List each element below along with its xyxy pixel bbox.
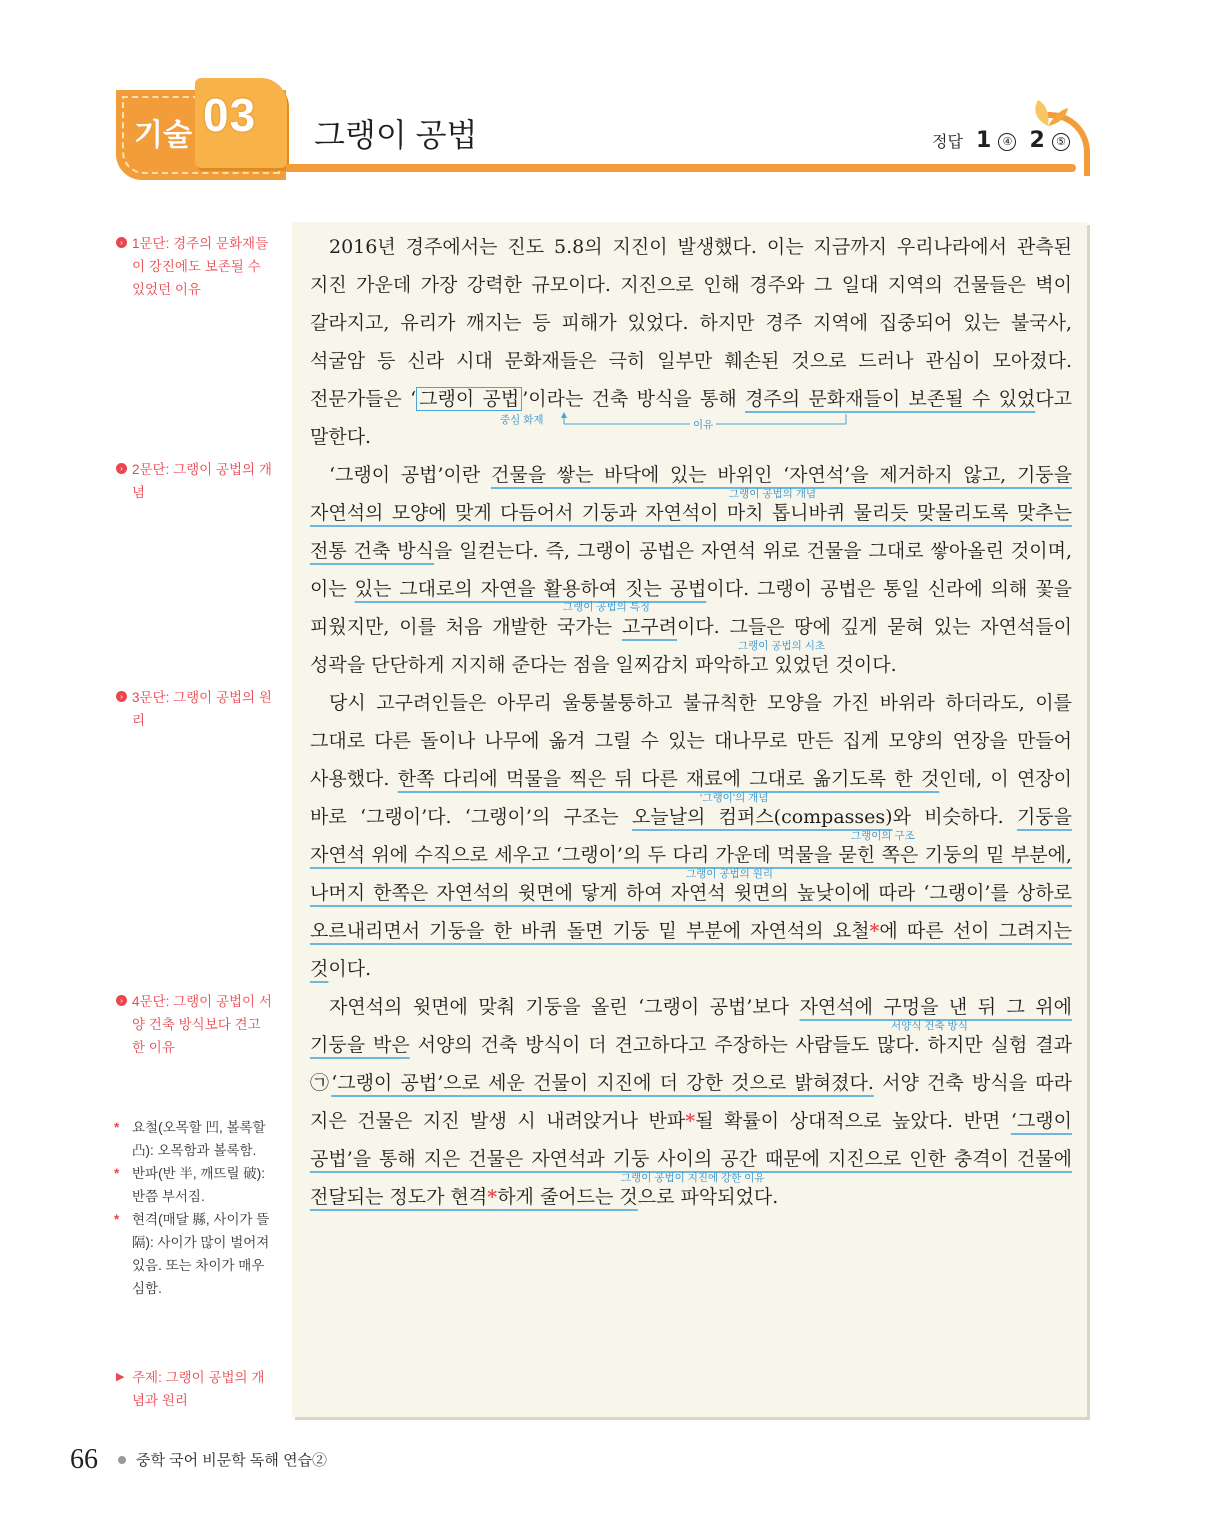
paragraph-4: 자연석의 윗면에 맞춰 기둥을 올린 ‘그랭이 공법’보다 자연석에 구멍을 낸 뒤 그 위에 기둥을 박은 서양의 건축 방식이 더 견고하다고 주장하는 사람들도 많다. 하지만 실험 결과 ㉠‘그랭이 공법’으로 세운 건물이 지진에 더 강한 것으로 밝혀졌다. 서양 건축 방식을 따라 지은 건물은 지진 발생 시 내려앉거나 반파*될 확률이 상대적으로 높았다. 반면 ‘그랭이 공법’을 통해 지은 건물은 자연석과 기둥 사이의 공간 때문에 지진으로 인한 충격이 건물에 전달되는 정도가 현격*하게 줄어드는 것으로 파악되었다. — [310, 996, 1073, 1208]
annotation-concept: 그랭이 공법의 개념 — [729, 488, 816, 500]
paragraph-note: › 2문단: 그랭이 공법의 개념 — [116, 458, 272, 504]
underlined-phrase: 에 따른 선이 그려지는 것 — [310, 920, 1072, 980]
asterisk-icon: * — [114, 1120, 120, 1135]
answer-key — [932, 128, 1070, 153]
book-title: 중학 국어 비문학 독해 연습② — [136, 1452, 328, 1469]
page-title: 그랭이 공법 — [314, 117, 478, 153]
bullet-icon: › — [116, 237, 127, 248]
asterisk-mark: * — [869, 920, 880, 942]
asterisk-mark: * — [487, 1186, 498, 1208]
underlined-phrase: 건물을 쌓는 바닥에 있는 바위인 ‘자연석’을 제거하지 않고, 기둥을 자연석의 모양에 맞게 다듬어서 기둥과 자연석이 마치 톱니바퀴 물리듯 맞물리도록 맞추는 전통 건축 방식 — [310, 464, 1072, 562]
glossary-item: * 요철(오목할 凹, 볼록할 凸): 오목함과 볼록함. — [116, 1116, 272, 1162]
annotation-central-topic: 중심 화제 — [500, 414, 544, 426]
central-topic-box: 그랭이 공법 — [416, 387, 522, 411]
underlined-phrase: 오늘날의 컴퍼스(compasses) — [631, 806, 893, 828]
paragraph-note: › 3문단: 그랭이 공법의 원리 — [116, 686, 272, 732]
title-underline — [286, 164, 1076, 172]
paragraph-note: › 4문단: 그랭이 공법이 서양 건축 방식보다 견고한 이유 — [116, 990, 272, 1059]
bullet-icon: › — [116, 463, 127, 474]
paragraph-2: ‘그랭이 공법’이란 건물을 쌓는 바닥에 있는 바위인 ‘자연석’을 제거하지 않고, 기둥을 자연석의 모양에 맞게 다듬어서 기둥과 자연석이 마치 톱니바퀴 물리듯 맞물리도록 맞추는 전통 건축 방식을 일컫는다. 즉, 그랭이 공법은 자연석 위로 건물을 그대로 쌓아올린 것이며, 이는 있는 그대로의 자연을 활용하여 짓는 공법이다. 그랭이 공법은 통일 신라에 의해 꽃을 피웠지만, 이를 처음 개발한 국가는 고구려이다. 그들은 땅에 깊게 묻혀 있는 자연석들이 성곽을 단단하게 지지해 준다는 점을 일찌감치 파악하고 있었던 것이다. — [310, 464, 1073, 676]
answer-label: 정답 — [932, 132, 963, 151]
page-number: 66 — [70, 1444, 98, 1475]
underlined-phrase: 있는 그대로의 자연을 활용하여 짓는 공법 — [354, 578, 707, 600]
annotation-reason: 이유 — [690, 419, 716, 431]
underlined-phrase: 하게 줄어드는 것 — [497, 1186, 638, 1208]
glossary-item: * 현격(매달 縣, 사이가 뜰 隔): 사이가 많이 벌어져 있음. 또는 차이가 매우 심함. — [116, 1208, 272, 1300]
paragraph-3: 당시 고구려인들은 아무리 울퉁불퉁하고 불규칙한 모양을 가진 바위라 하더라도, 이를 그대로 다른 돌이나 나무에 옮겨 그릴 수 있는 대나무로 만든 집게 모양의 연장을 만들어 사용했다. 한쪽 다리에 먹물을 찍은 뒤 다른 재료에 그대로 옮기도록 한 것인데, 이 연장이 바로 ‘그랭이’다. ‘그랭이’의 구조는 오늘날의 컴퍼스(compasses)와 비슷하다. 기둥을 자연석 위에 수직으로 세우고 ‘그랭이’의 두 다리 가운데 먹물을 묻힌 쪽은 기둥의 밑 부분에, 나머지 한쪽은 자연석의 윗면에 닿게 하여 자연석 윗면의 높낮이에 따라 ‘그랭이’를 상하로 오르내리면서 기둥을 한 바퀴 돌면 기둥 밑 부분에 자연석의 요철*에 따른 선이 그려지는 것이다. — [310, 692, 1073, 980]
paragraph-1: 2016년 경주에서는 진도 5.8의 지진이 발생했다. 이는 지금까지 우리나라에서 관측된 지진 가운데 가장 강력한 규모이다. 지진으로 인해 경주와 그 일대 지역의 건물들은 벽이 갈라지고, 유리가 깨지는 등 피해가 있었다. 하지만 경주 지역에 집중되어 있는 불국사, 석굴암 등 신라 시대 문화재들은 극히 일부만 훼손된 것으로 드러나 관심이 모아졌다. 전문가들은 ‘ 그랭이 공법 ’이라는 건축 방식을 통해 경주의 문화재들이 보존될 수 있었다고 말한다. — [310, 236, 1072, 448]
underlined-phrase: 자연석에 구멍을 낸 뒤 그 위에 기둥을 박은 — [310, 996, 1072, 1056]
answer-q1: 1 — [976, 128, 992, 153]
glossary-item: * 반파(반 半, 깨뜨릴 破): 반쯤 부서짐. — [116, 1162, 272, 1208]
asterisk-icon: * — [114, 1212, 120, 1227]
section-tag-label: 기술 — [134, 119, 192, 152]
asterisk-icon: * — [114, 1166, 120, 1181]
theme-note: ▶ 주제: 그랭이 공법의 개념과 원리 — [116, 1366, 272, 1412]
footer-bullet — [118, 1456, 126, 1464]
annotation-western: 서양식 건축 방식 — [891, 1020, 968, 1032]
annotation-feature: 그랭이 공법의 특징 — [563, 601, 650, 613]
annotation-grangi-concept: ‘그랭이’의 개념 — [700, 792, 769, 804]
annotation-principle: 그랭이 공법의 원리 — [686, 868, 773, 880]
annotation-strong-reason: 그랭이 공법이 지진에 강한 이유 — [621, 1172, 765, 1184]
underlined-phrase: ‘그랭이 공법’으로 세운 건물이 지진에 더 강한 것으로 밝혀졌다. — [331, 1072, 874, 1094]
paragraph-note: › 1문단: 경주의 문화재들이 강진에도 보존될 수 있었던 이유 — [116, 232, 272, 301]
annotation-origin: 그랭이 공법의 시초 — [738, 640, 825, 652]
asterisk-mark: * — [685, 1110, 696, 1132]
passage-text — [310, 228, 1072, 1216]
underlined-phrase: 한쪽 다리에 먹물을 찍은 뒤 다른 재료에 그대로 옮기도록 한 것 — [397, 768, 940, 790]
answer-a2: ⑤ — [1052, 133, 1070, 151]
section-number: 03 — [203, 89, 257, 141]
bullet-icon: › — [116, 995, 127, 1006]
answer-q2: 2 — [1029, 128, 1045, 153]
underlined-phrase: 고구려 — [621, 616, 677, 638]
triangle-icon: ▶ — [116, 1371, 125, 1383]
bullet-icon: › — [116, 691, 127, 702]
underlined-phrase: ‘그랭이 공법’을 통해 지은 건물은 자연석과 기둥 사이의 공간 때문에 지진으로 인한 충격이 건물에 전달되는 정도가 현격 — [310, 1110, 1072, 1208]
underlined-phrase: 경주의 문화재들이 보존될 수 있었 — [745, 388, 1036, 410]
underlined-phrase: 기둥을 자연석 위에 수직으로 세우고 ‘그랭이’의 두 다리 가운데 먹물을 묻힌 쪽은 기둥의 밑 부분에, 나머지 한쪽은 자연석의 윗면에 닿게 하여 자연석 윗면의 높낮이에 따라 ‘그랭이’를 상하로 오르내리면서 기둥을 한 바퀴 돌면 기둥 밑 부분에 자연석의 요철 — [310, 806, 1072, 942]
page-header — [0, 0, 1206, 200]
leaf-icon — [1026, 96, 1070, 128]
answer-a1: ④ — [998, 133, 1016, 151]
annotation-grangi-structure: 그랭이의 구조 — [851, 830, 915, 842]
